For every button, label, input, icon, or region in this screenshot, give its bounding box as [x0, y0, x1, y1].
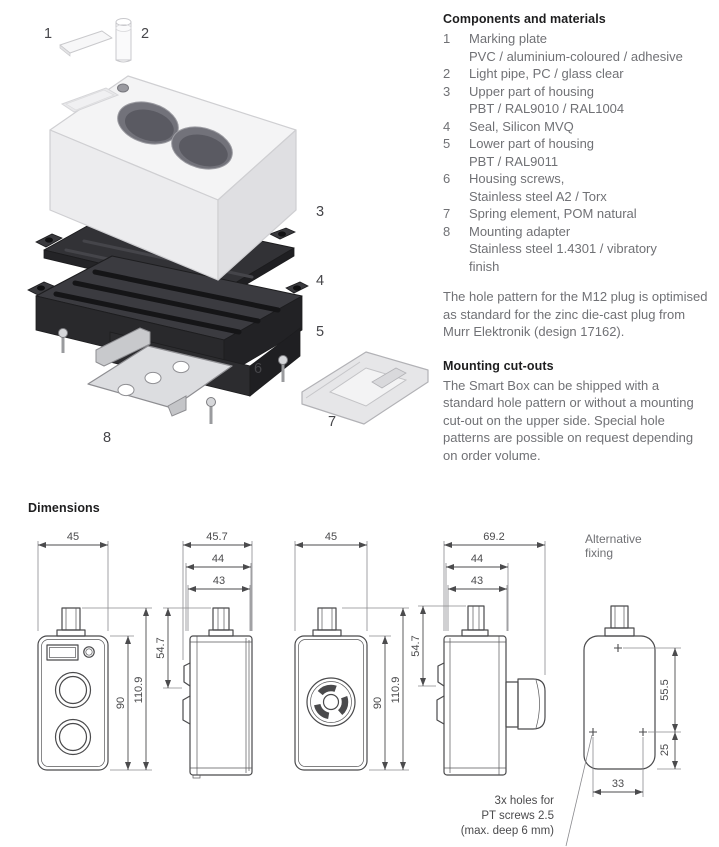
dim-alt-width: 33	[611, 778, 625, 790]
components-heading: Components and materials	[443, 12, 606, 26]
part-label-7: 7	[328, 414, 337, 430]
right-text-column	[443, 12, 711, 482]
part-label-6: 6	[254, 361, 263, 377]
side-view-drawing	[155, 531, 252, 778]
screw-icon	[59, 329, 68, 354]
mounting-cutouts-text: The Smart Box can be shipped with a standard hole pattern or without a mounting cut-out on the upper side. Special hole patterns are possible on request depending on order volume.	[443, 377, 694, 463]
din-clip	[183, 696, 190, 724]
screw-note-line2: PT screws 2.5	[481, 810, 554, 822]
list-item	[443, 205, 711, 223]
mounting-cutouts-heading: Mounting cut-outs	[443, 358, 554, 373]
item-number: 3	[443, 83, 451, 99]
list-item	[443, 65, 711, 83]
item-number: 8	[443, 223, 451, 239]
dim-front-body-height: 90	[115, 696, 127, 710]
item-line: Mounting adapter	[469, 223, 571, 239]
list-item	[443, 223, 711, 276]
item-line: finish	[469, 258, 500, 274]
light-pipe-hole	[84, 647, 94, 657]
item-line: PBT / RAL9010 / RAL1004	[469, 101, 625, 116]
item-line: Upper part of housing	[469, 83, 595, 99]
dim-alt-lower: 25	[659, 743, 671, 757]
front-view-drawing	[38, 531, 152, 770]
part-label-4: 4	[316, 273, 325, 289]
dim-side-top-height: 54.7	[155, 637, 167, 659]
dim-side-outer-width: 44	[211, 553, 225, 565]
button-opening	[56, 673, 91, 708]
list-item	[443, 83, 711, 118]
mushroom-button	[506, 679, 545, 729]
m12-cutout	[307, 678, 355, 726]
part-label-1: 1	[44, 26, 53, 42]
dim-back-width: 45	[324, 531, 338, 543]
alt-fixing-label-line1: Alternative	[585, 532, 642, 546]
dim-back-total-height: 110.9	[390, 676, 402, 704]
part-label-2: 2	[141, 26, 150, 42]
screw-note-line1: 3x holes for	[494, 795, 554, 807]
item-line: Lower part of housing	[469, 136, 595, 151]
dimension-drawings	[0, 530, 719, 847]
item-number: 5	[443, 136, 451, 151]
side-view-button-drawing	[410, 531, 545, 775]
alt-fixing-label-line2: fixing	[585, 546, 614, 560]
screw-note-line3: (max. deep 6 mm)	[460, 825, 554, 837]
item-number: 6	[443, 171, 451, 186]
item-line: Stainless steel 1.4301 / vibratory	[469, 241, 657, 256]
marking-plate-part	[60, 31, 112, 56]
back-view-drawing	[295, 531, 409, 770]
hole-pattern-note: The hole pattern for the M12 plug is optimised as standard for the zinc die-cast plug from Murr Elektronik (design 17162).	[443, 289, 708, 339]
item-line: Stainless steel A2 / Torx	[469, 188, 607, 204]
item-number: 4	[443, 118, 451, 134]
item-line: Seal, Silicon MVQ	[469, 118, 574, 134]
screw-hole-mark	[614, 644, 622, 652]
item-number: 7	[443, 206, 451, 221]
dim-side2-inner-width: 43	[470, 575, 484, 587]
dimensions-heading: Dimensions	[28, 501, 100, 515]
part-label-5: 5	[316, 324, 325, 340]
item-line: PBT / RAL9011	[469, 153, 559, 169]
din-clip	[184, 663, 190, 686]
screw-hole-mark	[639, 728, 647, 736]
part-label-8: 8	[103, 430, 112, 446]
item-number: 2	[443, 66, 451, 81]
dim-back-body-height: 90	[372, 696, 384, 710]
list-item	[443, 118, 711, 136]
item-line: Marking plate	[469, 31, 548, 46]
dim-front-total-height: 110.9	[133, 676, 145, 704]
item-line: Spring element, POM natural	[469, 206, 637, 221]
list-item	[443, 30, 711, 65]
list-item	[443, 170, 711, 205]
alternative-fixing-drawing	[461, 532, 681, 846]
dim-side-inner-width: 43	[212, 575, 226, 587]
part-label-3: 3	[316, 204, 325, 220]
dim-side2-outer-width: 44	[470, 553, 484, 565]
dim-side2-total-width: 69.2	[483, 531, 505, 543]
dim-front-width: 45	[66, 531, 80, 543]
spring-element-part	[302, 352, 428, 424]
button-opening	[56, 720, 91, 755]
item-line: Housing screws,	[469, 171, 565, 186]
dim-alt-upper: 55.5	[659, 679, 671, 701]
din-clip	[438, 663, 444, 686]
item-number: 1	[443, 31, 451, 46]
item-line: Light pipe, PC / glass clear	[469, 66, 624, 81]
list-item	[443, 135, 711, 170]
item-line: PVC / aluminium-coloured / adhesive	[469, 48, 683, 64]
screw-icon	[207, 398, 216, 425]
light-pipe-part	[116, 19, 131, 63]
dim-side-total-width: 45.7	[206, 531, 228, 543]
dim-side2-top-height: 54.7	[410, 635, 422, 657]
exploded-view-diagram	[0, 0, 440, 480]
din-clip	[437, 696, 444, 724]
screw-hole-mark	[589, 728, 597, 736]
components-list	[443, 30, 711, 275]
